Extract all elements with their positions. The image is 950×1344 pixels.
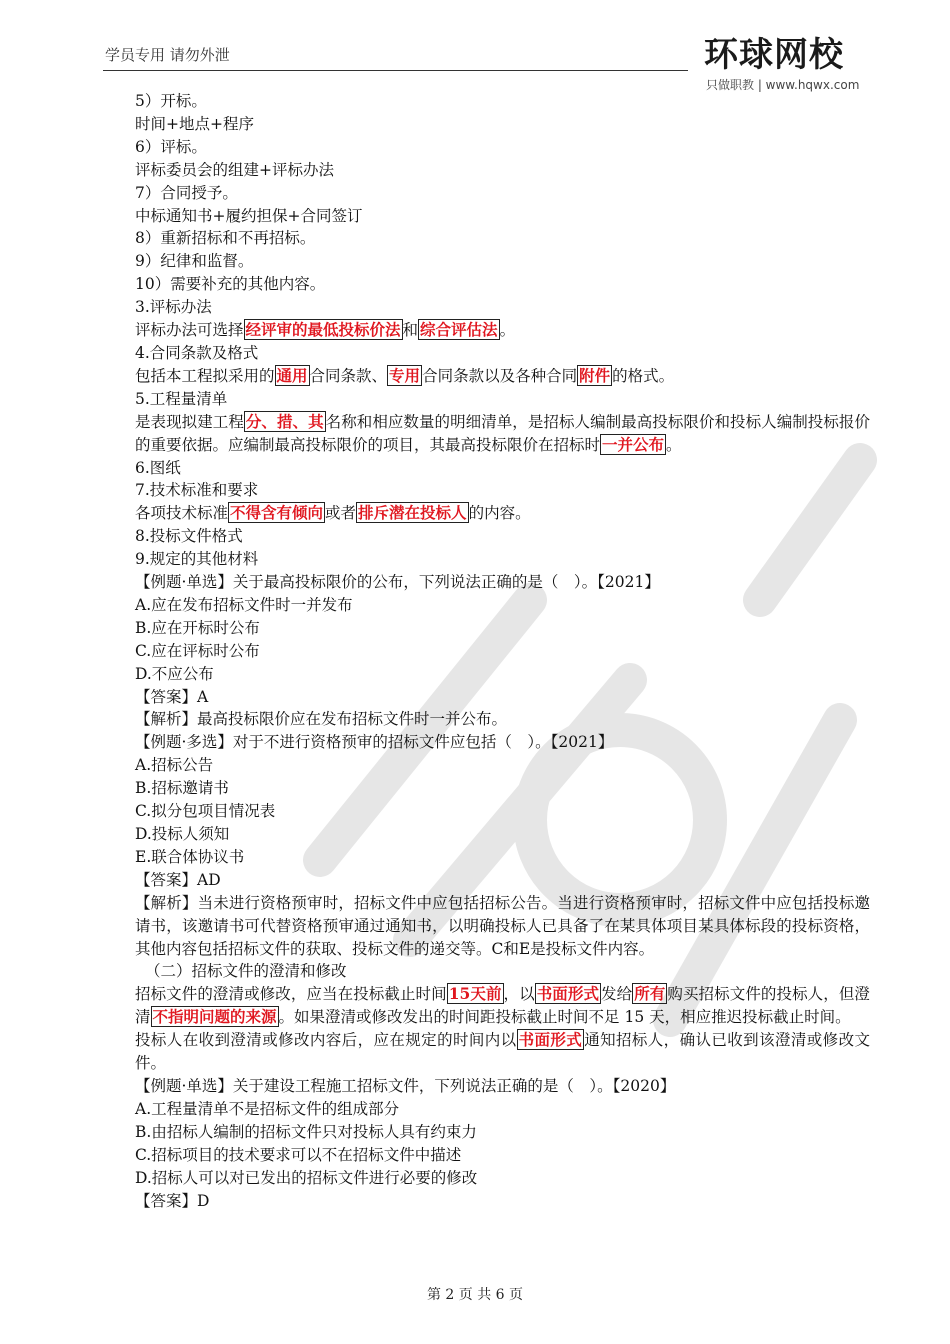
option-d: D.投标人须知 [135, 825, 230, 843]
text-paragraph: 各项技术标准 不得含有倾向 或者 排斥潜在投标人 的内容。 [135, 503, 531, 523]
text-paragraph: 包括本工程拟采用的 通用 合同条款、 专用 合同条款以及各种合同 附件 的格式。 [135, 365, 675, 385]
option-b: B.应在开标时公布 [135, 618, 260, 637]
highlight-term: 附件 [579, 365, 611, 385]
option-d: D.招标人可以对已发出的招标文件进行必要的修改 [135, 1168, 478, 1187]
text-line: 5）开标。 [135, 92, 207, 110]
question-stem: 【例题·单选】关于建设工程施工招标文件，下列说法正确的是（ ）。【2020】 [135, 1076, 676, 1095]
highlight-term: 15天前 [448, 984, 502, 1004]
section-heading: 9.规定的其他材料 [135, 550, 259, 569]
text-line: 8）重新招标和不再招标。 [135, 229, 316, 248]
section-heading: 7.技术标准和要求 [135, 481, 259, 500]
text-line: 9）纪律和监督。 [135, 252, 254, 271]
highlight-term: 不指明问题的来源 [152, 1007, 277, 1027]
answer: 【答案】A [135, 687, 209, 706]
option-e: E.联合体协议书 [135, 847, 245, 866]
highlight-term: 书面形式 [518, 1030, 583, 1050]
text-paragraph: 投标人在收到澄清或修改内容后，应在规定的时间内以 书面形式 通知招标人，确认已收到该澄清或修改文件。 [135, 1030, 870, 1073]
text-paragraph: 招标文件的澄清或修改，应当在投标截止时间 15天前 ，以 书面形式 发给 所有 购买招标文件的投标人，但澄清 不指明问题的来源 。如果澄清或修改发出的时间距投标截止时间不足 15 天，相应推迟投标截止时间。 [135, 984, 870, 1027]
section-heading: 5.工程量清单 [135, 389, 228, 408]
highlight-term: 经评审的最低投标价法 [245, 320, 401, 340]
text-line: 评标委员会的组建+评标办法 [135, 160, 334, 179]
text-line: 10）需要补充的其他内容。 [135, 275, 326, 294]
option-d: D.不应公布 [135, 664, 214, 683]
highlight-term: 综合评估法 [420, 320, 498, 340]
section-heading: （二）招标文件的澄清和修改 [145, 962, 347, 981]
option-a: A.工程量清单不是招标文件的组成部分 [135, 1099, 400, 1118]
section-heading: 6.图纸 [135, 458, 181, 477]
header-divider [103, 70, 688, 71]
highlight-term: 书面形式 [536, 984, 600, 1004]
question-stem: 【例题·多选】对于不进行资格预审的招标文件应包括（ ）。【2021】 [135, 733, 614, 752]
option-b: B.招标邀请书 [135, 779, 229, 798]
text-paragraph: 评标办法可选择 经评审的最低投标价法 和 综合评估法 。 [135, 320, 516, 340]
answer: 【答案】AD [135, 870, 221, 889]
highlight-term: 排斥潜在投标人 [358, 503, 467, 523]
brand-logo [704, 36, 874, 96]
logo-sub-text: 只做职教 | www.hqwx.com [706, 78, 860, 92]
highlight-term: 不得含有倾向 [230, 503, 324, 523]
document-body [135, 90, 870, 1212]
section-heading: 4.合同条款及格式 [135, 343, 259, 362]
highlight-term: 分、措、其 [245, 411, 324, 431]
highlight-term: 一并公布 [602, 434, 665, 454]
section-heading: 3.评标办法 [135, 298, 212, 317]
text-line: 7）合同授予。 [135, 183, 238, 202]
explanation: 【解析】最高投标限价应在发布招标文件时一并公布。 [135, 710, 508, 729]
section-heading: 8.投标文件格式 [135, 527, 243, 546]
highlight-term: 专用 [389, 365, 421, 385]
question-stem: 【例题·单选】关于最高投标限价的公布，下列说法正确的是（ ）。【2021】 [135, 573, 660, 592]
text-line: 时间+地点+程序 [135, 114, 254, 133]
text-paragraph: 是表现拟建工程 分、措、其 名称和相应数量的明细清单，是招标人编制最高投标限价和投标人编制投标报价的重要依据。应编制最高投标限价的项目，其最高投标限价在招标时 一并公布 。 [135, 411, 870, 454]
highlight-term: 所有 [634, 984, 666, 1004]
option-c: C.招标项目的技术要求可以不在招标文件中描述 [135, 1145, 462, 1164]
option-b: B.由招标人编制的招标文件只对投标人具有约束力 [135, 1122, 477, 1141]
answer: 【答案】D [135, 1191, 210, 1210]
option-a: A.招标公告 [135, 756, 214, 775]
explanation: 【解析】当未进行资格预审时，招标文件中应包括招标公告。当进行资格预审时，招标文件中应包括投标邀请书，该邀请书可代替资格预审通过通知书，以明确投标人已具备了在某具体项目某具体标段的投标资格，其他内容包括招标文件的获取、投标文件的递交等。C和E是投标文件内容。 [135, 893, 870, 958]
option-c: C.拟分包项目情况表 [135, 802, 276, 821]
text-line: 中标通知书+履约担保+合同签订 [135, 206, 363, 225]
page-number: 第 2 页 共 6 页 [426, 1287, 524, 1303]
text-line: 6）评标。 [135, 137, 207, 156]
header-confidential-text: 学员专用 请勿外泄 [105, 46, 230, 64]
highlight-term: 通用 [276, 365, 308, 385]
option-c: C.应在评标时公布 [135, 641, 260, 660]
logo-main-text: 环球网校 [704, 35, 844, 75]
option-a: A.应在发布招标文件时一并发布 [135, 595, 353, 614]
